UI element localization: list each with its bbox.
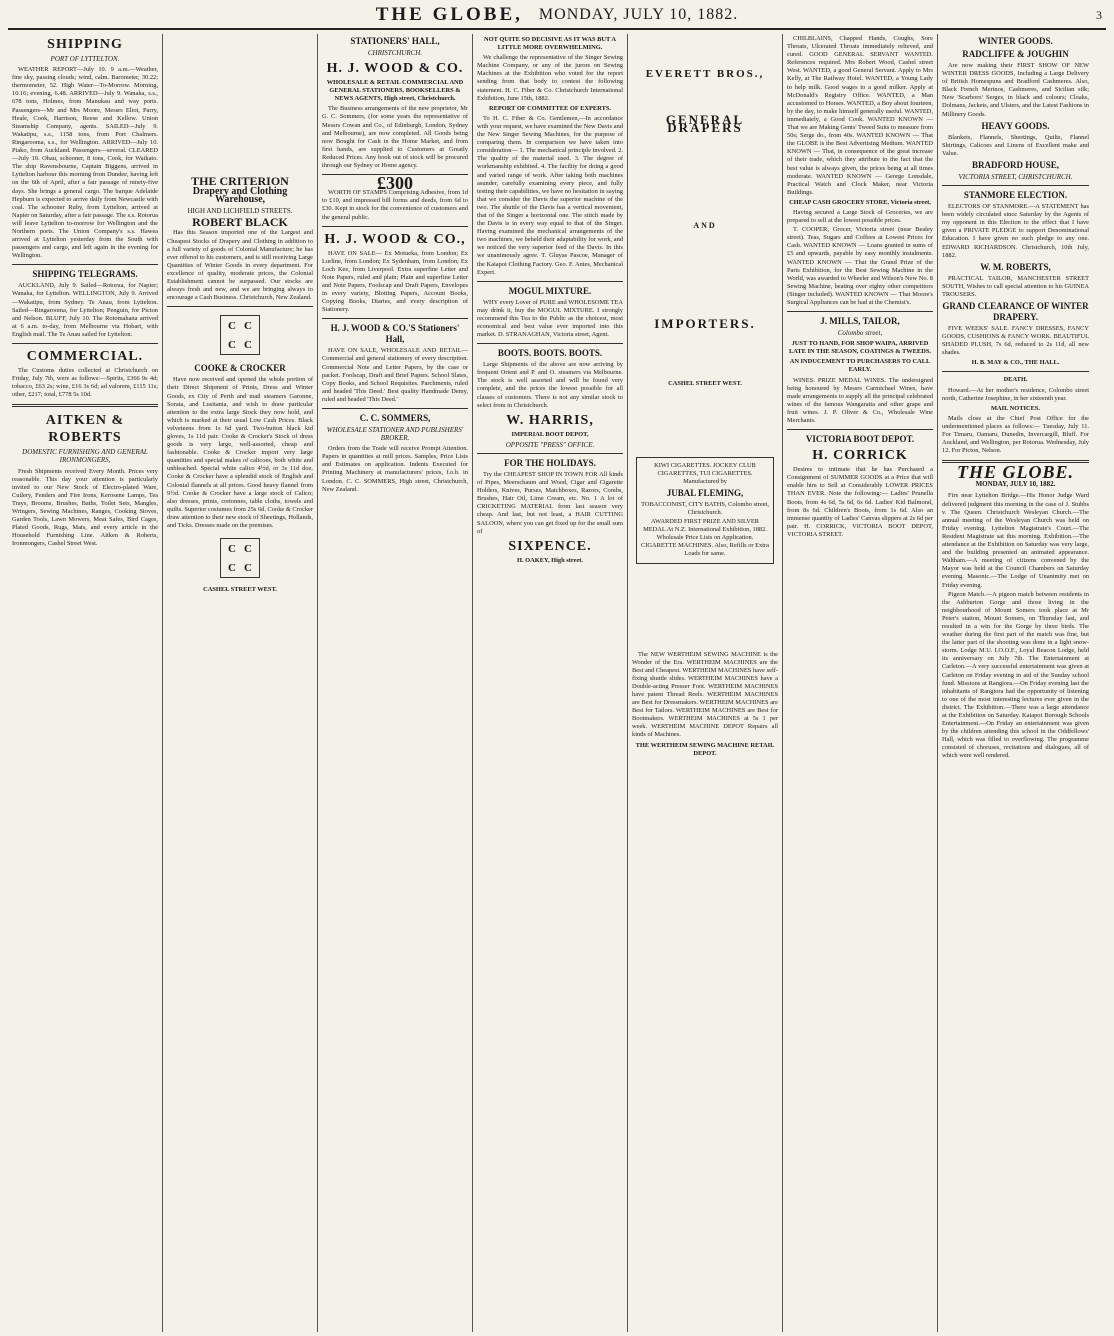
column-1 <box>8 34 163 1332</box>
cooper-text: T. COOPER, Grocer, Victoria street (near Bealey street). Teas, Sugars and Coffees at Lowest Prices for Cash. WANTED KNOWN — Loans granted in sums of £5 and upwards, payable by easy monthly instalments. WANTED KNOWN — That the Grand Prize of the Paris Exhibition, for the Best Sewing Machine in the World, was awarded to Wheeler and Wilson's New No. 8 Sewing Machine, beating over eighty other competitors (Singer included). WANTED KNOWN — That Moore's Surgical Appliances can be had at the Chemist's. <box>787 226 933 306</box>
clearance-text: FIVE WEEKS' SALE. FANCY DRESSES, FANCY GOODS, CUSHIONS & FANCY WORK. BEAUTIFUL SHADED PLUSH, 7s 6d, reduced to 2s 11d, all new shades. <box>942 324 1089 357</box>
criterion-address: HIGH AND LICHFIELD STREETS. <box>187 207 293 216</box>
robert-black-name: ROBERT BLACK <box>192 215 288 230</box>
radcliffe-heading: RADCLIFFE & JOUGHIN <box>962 49 1069 59</box>
spacer <box>167 34 313 174</box>
everett-heading: EVERETT BROS., <box>645 68 765 80</box>
spacer <box>632 78 778 116</box>
importers-heading: IMPORTERS. <box>654 316 756 332</box>
cooke-crocker-logo: C C C C <box>220 315 260 355</box>
may-hall-name: H. B. MAY & CO., THE HALL. <box>971 359 1060 367</box>
boots-text: Large Shipments of the above are now arriving by frequent Orient and P. and O. steamers via Melbourne. The stock is well assorted and will be found very complete, and the prices the lowest possible for all classes of customers. There is not any similar stock to select from in Christchurch. <box>477 361 623 409</box>
heavy-goods-heading: HEAVY GOODS. <box>981 120 1050 131</box>
spacer <box>632 570 778 650</box>
pigeon-match-text: Pigeon Match.—A pigeon match between residents in the Ashburton Gorge and those living in the neighbourhood of Mount Somers took place at Mr Peter's station, Mount Somers, on Thursday last, and resulted in a win for the Gorge by three birds. The weather during the first part of the match was fine, but the latter part of the shooting was done in a light snow-storm. Lodge M.U. I.O.O.F., Loyal Beacon Lodge, held its anniversary on July 7th. The Entertainment at Carleton.—A very successful entertainment was given at Carleton on Friday evening in aid of the Sunday school fund. Missions at Rangiora.—On Friday evening last the inhabitants of Rangiora had the opportunity of listening to one of the most interesting lectures ever given in the district. The Exhibition.—There was a large attendance at the Exhibition on Saturday. Kaiapoi Borough Schools Entertainment.—On Friday an entertainment was given by the children attending this school in the Oddfellows' Hall, which was filled to overflowing. The programme consisted of choruses, recitations and dialogues, all of which were well rendered. <box>942 590 1089 760</box>
column-7 <box>938 34 1093 1332</box>
newspaper-title: THE GLOBE, <box>375 4 523 25</box>
cashel-street-address: CASHEL STREET WEST. <box>203 586 277 594</box>
oakey-name: H. OAKEY, High street. <box>516 556 584 564</box>
death-text: Howard.—At her mother's residence, Colombo street north, Catherine Josephine, in her sixteenth year. <box>942 386 1089 402</box>
holidays-heading: FOR THE HOLIDAYS. <box>504 457 596 468</box>
stamps-amount: £300 <box>377 173 413 194</box>
clearance-heading: GRAND CLEARANCE OF WINTER DRAPERY. <box>942 300 1089 322</box>
shipping-text: WEATHER REPORT—July 10. 9 a.m.—Weather, fine sky, passing clouds; wind, calm. Barometer, 30.22; thermometer, 52. High Water—To-Morrow. Morning, 10.16; evening, 6.48. ARRIVED—July 9. Wanaka, s.s., 678 tons, Holmes, from Manukau and way ports. Passengers—Mr and Mrs Moore, Messrs Eliot, Parry, Heale, Cook, Harrison, Reese and Kellow. Union Steamship Company, agents. SAILED—July 9. Wakatipu, s.s., 1158 tons, from Port Chalmers. Ringarooma, s.s., for Wellington. ARRIVED—July 10. Piako, from Auckland. Passengers—several. CLEARED—July 10. Ohau, schooner, 8 tons, Cook, for Waikato. The ship Ravensbourne, Captain Biggens, arrived in Lyttelton harbour this morning from Dundee, having left on the 6th of April, after a fair passage of ninety-five days. She brings a general cargo. The barque Adelaide Hepburn is expected to arrive daily from Newcastle with coal. The schooner Ruby, from Lyttelton, arrived at Napier on Saturday, after a fair passage. The s.s. Rotorua will leave Lyttelton to-morrow for Wellington and the Northern ports. The Union Company's s.s. Hawea arrived at Lyttelton yesterday from the South with passengers and cargo, and left again in the evening for Wellington. <box>12 66 158 260</box>
divider <box>942 371 1089 372</box>
jubal-sub: TOBACCONIST, CITY BATHS, Colombo street, Christchurch. <box>641 500 769 516</box>
award-text: AWARDED FIRST PRIZE AND SILVER MEDAL At N.Z. International Exhibition, 1882. Wholesale Price Lists on Application. CIGARETTE MACHINES. Also, Refills or Extra Loads for same. <box>641 518 769 558</box>
boots-heading: BOOTS. BOOTS. BOOTS. <box>497 348 603 359</box>
page-number: 3 <box>1096 8 1102 22</box>
cooke-crocker-heading: COOKE & CROCKER <box>194 363 286 374</box>
column-4 <box>473 34 628 1332</box>
holidays-text: Try the CHEAPEST SHOP IN TOWN FOR All kinds of Pipes, Meerschaum and Wood, Cigar and Cigarette Holders, Knives, Purses, Matchboxes, Razors, Combs, Brushes, Hair Oil, Lime Cream, etc. No. 1 A lot of CRICKETING MATERIAL from last season very cheap. And last, but not least, a HAIR CUTTING SALOON, where you can get fixed up for the small sum of <box>477 470 623 535</box>
commercial-heading: COMMERCIAL. <box>26 349 144 364</box>
columns <box>8 34 1106 1332</box>
divider <box>167 306 313 307</box>
divider <box>322 318 468 319</box>
column-5 <box>628 34 783 1332</box>
divider <box>12 343 158 344</box>
davis-text: We challenge the representative of the Singer Sewing Machine Company, or any of the jurors on Sewing Machines at the Exhibition who voted for the report sending from that body to contest the following statement. H. C. Fiber & Co. Christchurch International Exhibition, June 15th, 1882. <box>477 54 623 102</box>
divider <box>322 408 468 409</box>
wanted-text: CHILBLAINS, Chapped Hands, Coughs, Sore Throats, Ulcerated Throats immediately relieved, and cured. GOOD GENERAL SERVANT WANTED. References required. Mrs Robert Wood, Cashel street West. WANTED, a good General Servant. Apply to Mrs Kelly, at The Railway Hotel. WANTED, a Young Lady to help milk. Good wages to a good milker. Apply at McDonald's Registry Office. WANTED, a Man accustomed to Horses. WANTED, a Boy about fourteen, by the day, to make himself generally useful. WANTED, immediately, a Good Cook. WANTED KNOWN — That we are Making Gents' Tweed Suits to measure from 50s; Serge do., from 40s. WANTED KNOWN — That the GLOBE is the Best Advertising Medium. WANTED KNOWN — That, in consequence of the great increase of their trade, which they attribute to the fact that the best value is always given, the prices being at all times moderate. WANTED KNOWN — George Lonsdale, Practical Watch and Clock Maker, near Victoria Buildings. <box>787 35 933 196</box>
divider <box>12 404 158 407</box>
globe-editorial-title: THE GLOBE. <box>956 462 1074 483</box>
divider <box>12 264 158 265</box>
issue-date: MONDAY, JULY 10, 1882. <box>538 6 739 23</box>
divider <box>942 185 1089 186</box>
divider <box>787 311 933 312</box>
shipping-telegrams-text: AUCKLAND, July 9. Sailed—Rotorua, for Napier; Wanaka, for Lyttelton. WELLINGTON, July 9. Arrived—Wakatipu, from Sydney. Te Anau, from Lyttelton. Sailed—Ringarooma, for Lyttelton; Penguin, for Picton and Nelson. BLUFF, July 10. The Rotomahana arrived at 6 a.m. to-day, from Melbourne via Hobart, with English mail. The Te Anau sailed for Lyttelton. <box>12 282 158 338</box>
aitken-roberts-text: Fresh Shipments received Every Month. Prices very reasonable. This day your attention is particularly invited to our New Stock of Electro-plated Ware, Cutlery, Fenders and Fire Irons, Kerosene Lamps, Tea Trays, Brooms, Brushes, Baths, Toilet Sets, Mangles, Wringers, Sewing Machines, Ranges, Cooking Stoves, Garden Tools, Lawn Mowers, Meat Safes, Bird Cages, Plated Goods, Rugs, Mats, and every article in the Household Furnishing Line. Aitken & Roberts, Ironmongers, Cashel Street West. <box>12 467 158 548</box>
divider <box>477 281 623 282</box>
spacer <box>632 391 778 451</box>
wines-text: WINES. PRIZE MEDAL WINES. The undersigned being honoured by Messrs Carmichael Wines, have made arrangements to supply all the principal celebrated wines of the famous Wangaratta and other grape and fruit wines. J. P. Oliver & Co., Wholesale Wine Merchants. <box>787 376 933 425</box>
shipping-heading: SHIPPING <box>47 37 123 52</box>
corrick-heading: H. CORRICK <box>812 448 908 464</box>
shipping-subheading: PORT OF LYTTELTON. <box>50 55 120 63</box>
spacer <box>632 132 778 222</box>
divider <box>477 453 623 454</box>
mogul-text: WHY every Lover of PURE and WHOLESOME TEA may drink it, buy the MOGUL MIXTURE. I strongly recommend this Tea to the Public as the choicest, most economical and best value ever imported into this market. D. STRANAGHAN, Victoria street, Agent. <box>477 298 623 339</box>
stationers-hall-subheading: CHRISTCHURCH. <box>367 49 423 57</box>
cheap-grocery-heading: CHEAP CASH GROCERY STORE, Victoria street, <box>789 198 931 206</box>
mogul-heading: MOGUL MIXTURE. <box>508 285 592 296</box>
harris-subheading: IMPERIAL BOOT DEPOT, <box>511 430 589 438</box>
harris-heading: W. HARRIS, <box>506 412 594 428</box>
harris-address: OPPOSITE "PRESS" OFFICE. <box>505 440 595 449</box>
wertheim-text: The NEW WERTHEIM SEWING MACHINE is the Wonder of the Era. WERTHEIM MACHINES are the Best and Cheapest. WERTHEIM MACHINES have self-fixing shuttle slides. WERTHEIM MACHINES have a Double-acting Presser Foot. WERTHEIM MACHINES have patent Thread Reels. WERTHEIM MACHINES are Best for Dressmakers. WERTHEIM MACHINES are Best for Tailors. WERTHEIM MACHINES are Best for Bootmakers. WERTHEIM MACHINES at 5s 1 per week. WERTHEIM MACHINE DEPOT Repairs all kinds of Machines. <box>632 650 778 739</box>
sommers-text: Orders from the Trade will receive Prompt Attention. Papers in quantities at mill prices. Samples, Price Lists and Estimates on application. Indents Executed for Printing Machinery at manufacturers' prices, f.o.b. in London. C. C. SOMMERS, High street, Christchurch, New Zealand. <box>322 445 468 493</box>
shipping-telegrams-heading: SHIPPING TELEGRAMS. <box>32 269 138 280</box>
globe-editorial-date: MONDAY, JULY 10, 1882. <box>975 480 1056 489</box>
hj-wood-heading-2: H. J. WOOD & CO., <box>324 231 466 247</box>
commercial-text: The Customs duties collected at Christchurch on Friday, July 7th, were as follows:—Spirits, £366 9s 4d; tobacco, £63 2s; wine, £16 3s 6d; ad valorem, £115 11s; other, £217; total, £778 5s 10d. <box>12 367 158 399</box>
criterion-subheading: Drapery and Clothing Warehouse, <box>192 186 288 206</box>
spacer <box>632 230 778 320</box>
aitken-roberts-heading: AITKEN & ROBERTS <box>45 413 125 446</box>
sommers-heading: C. C. SOMMERS, <box>359 413 431 423</box>
heavy-goods-text: Blankets, Flannels, Sheetings, Quilts, Flannel Shirtings, Calicoes and Linens of Excellent make and Value. <box>942 133 1089 157</box>
spacer <box>632 328 778 378</box>
stationers-hall-heading: STATIONERS' HALL, <box>350 36 440 46</box>
column-6 <box>783 34 938 1332</box>
mills-heading: J. MILLS, TAILOR, <box>820 316 900 327</box>
divider <box>477 343 623 344</box>
sixpence-heading: SIXPENCE. <box>508 538 592 554</box>
inducement-text: AN INDUCEMENT TO PURCHASERS TO CALL EARLY. <box>789 358 931 374</box>
winter-goods-heading: WINTER GOODS. <box>978 36 1053 46</box>
coatings-heading: JUST TO HAND, FOR SHOP WAIPA, ARRIVED LATE IN THE SEASON, COATINGS & TWEEDS. <box>789 340 931 356</box>
roberts-text: PRACTICAL TAILOR, MANCHESTER STREET SOUTH, Wishes to call special attention to his GUINEA TROUSERS. <box>942 274 1089 298</box>
criterion-heading: THE CRITERION <box>191 174 289 188</box>
criterion-ad <box>167 174 313 230</box>
cheap-grocery-text: Having secured a Large Stock of Groceries, we are prepared to sell at the lowest possible prices. <box>787 208 933 225</box>
criterion-text: Has this Season imported one of the Largest and Cheapest Stocks of Drapery and Clothing in addition to a full variety of goods of Colonial Manufacture; he has ever offered to his customers, and is still receiving Large Quantities of Winter Goods in every department. For excellence of quality, moderate prices, the Colonial Establishment cannot be surpassed. Our stocks are always fresh and new, and we are bringing always to encourage a Cash Business. Christchurch, New Zealand. <box>167 229 313 302</box>
bradford-house-address: VICTORIA STREET, CHRISTCHURCH. <box>958 172 1073 181</box>
general-drapers-heading: GENERAL DRAPERS <box>665 112 745 136</box>
hj-wood-heading: H. J. WOOD & CO. <box>326 61 464 77</box>
davis-heading: NOT QUITE SO DECISIVE AS IT WAS BUT A LITTLE MORE OVERWHELMING. <box>483 36 616 52</box>
radcliffe-text: Are now making their FIRST SHOW OF NEW WINTER DRESS GOODS, Including a Large Delivery of British Homespuns and Bradford Cashmeres. Also, Black French Merinos, Cashmeres, and Sicilian silk; New 'Scarboro' Serges, in black and colours; Cloaks, Dolmans, Jackets, and Ulsters, and the Latest Fashions in Millinery Goods. <box>942 62 1089 118</box>
divider <box>322 226 468 227</box>
cashel-street-address: CASHEL STREET WEST. <box>668 380 742 388</box>
cooke-crocker-logo-bottom: C C C C <box>220 538 260 578</box>
wertheim-depot: THE WERTHEIM SEWING MACHINE RETAIL DEPOT. <box>635 741 775 757</box>
stationers-text: The Business arrangements of the new proprietor, Mr G. C. Sommers, (for some years the representative of Messrs Cowan and Co., of Edinburgh, London, Sydney and Melbourne), are now completed. All Goods being now Bought for Cash in the Home Market, and from first hands, are supplied to Customers at Greatly Reduced Prices. Any book out of stock will be procured through our Sydney or Home agency. <box>322 105 468 170</box>
mail-text: Mails close at the Chief Post Office for the undermentioned places as follows:— Tuesday, July 11. For Timaru, Oamaru, Dunedin, Invercargill, Bluff. For Auckland, and Wellington, per Rotorua. Wednesday, July 12. For Picton, Nelson. <box>942 414 1089 455</box>
kiwi-cigarettes-ad <box>636 457 774 564</box>
report-text: To H. C. Fiber & Co. Gentlemen,—In accordance with your request, we have examined the New Davis and the New Singer Sewing Machines, for the purpose of comparing them. In comparison we have taken into consideration— 1. The mechanical principle involved. 2. The quality of the material used. 3. The degree of workmanship exhibited. 4. The facility for doing a good and varied range of work. After taking both machines asunder, carefully examining every piece, and fully testing their capabilities, we have no hesitation in saying that we consider the Davis the superior machine of the two. The shuttle of the Davis has a vertical movement, that of the Singer a horizontal one. The stitch made by the Davis is in every way equal to that of the Singer. Having examined the mechanical arrangements of the two machines, we beheld their adaptability for work, and we noticed the very superior feed of the Davis. In this we unanimously agree. T. Gluyas Pascoe, Manager of the Kaiapoi Clothing Factory. Geo. F. Antes, Mechanical Expert. <box>477 114 623 276</box>
kiwi-text: KIWI CIGARETTES. JOCKEY CLUB CIGARETTES, TUI CIGARETTES. Manufactured by <box>654 461 756 485</box>
stamps-text: WORTH OF STAMPS Comprising Adhesive, from 1d to £10, and impressed bill forms and deeds, from 6d to £30. Kept in stock for the convenience of customers and the general public. <box>322 189 468 221</box>
stationers-lines: WHOLESALE & RETAIL COMMERCIAL AND GENERAL STATIONERS, BOOKSELLERS & NEWS AGENTS, High street, Christchurch. <box>326 79 464 103</box>
mail-heading: MAIL NOTICES. <box>990 404 1040 412</box>
globe-editorial-text: Fire near Lyttelton Bridge.—His Honor Judge Ward delivered judgment this morning in the case of J. Stubbs v. The Queen. Christchurch Wesleyan Church.—The annual meeting of the Wesleyan Church was held on Friday evening. Lyttelton Magistrate's Court.—The Resident Magistrate sat this morning. Exhibition.—The attendance at the Exhibition on Saturday was very large, and the building presented an animated appearance. Waltham.—A meeting of citizens convened by the Mayor was held at the Council Chambers on Saturday evening. Masonic.—The Lodge of Unanimity met on Friday evening. <box>942 492 1089 589</box>
death-heading: DEATH. <box>1003 376 1028 384</box>
stationers-hall-heading-2: H. J. WOOD & CO.'S Stationers' Hall, <box>330 323 460 345</box>
corrick-text: Desires to intimate that he has Purchased a Consignment of SUMMER GOODS at a Price that will enable him to Sell at Considerably LOWER PRICES THAN EVER. Note the following:— Ladies' Prunella Boots, from 4s 6d, 5s 6d, 6s 6d. Ladies' Kid Balmoral, from 8s 6d. Children's Boots, from 1s 6d. Also an immense quantity of Ladies' Canvas slippers at 2s 6d per pair. H. CORRICK, VICTORIA BOOT DEPOT, VICTORIA STREET. <box>787 466 933 538</box>
and-label: AND <box>693 221 717 231</box>
report-heading: REPORT OF COMMITTEE OF EXPERTS. <box>489 104 611 112</box>
victoria-boot-depot-heading: VICTORIA BOOT DEPOT. <box>805 434 915 445</box>
divider <box>787 429 933 430</box>
mills-subheading: Colombo street, <box>837 329 883 338</box>
cooke-crocker-text: Have now received and opened the whole portion of their Direct Shipment of Prints, Dress and Winter Goods, ex City of Perth and mail steamers Garonne, Sorata, and Lusitania, and wish to draw particular attention to the extra large Stock they now hold, and which is marked at their usual Low Cash Prices. Black velveteens from 1s 6d yard. Two-button black kid gloves, 1s 11d pair. Cooke & Crocker's Stock of dress goods is very large, well-assorted, cheap and fashionable. Cooke & Crocker import very large quantities and special makes of calicoes, both white and unbleached. Special white calico 4½d, or 3s 11d doz. Cooke & Crocker have a splendid stock of English and Colonial flannels at all prices. Good heavy flannel from 9½d. Cooke & Crocker have a large stock of Calico; also dresses, prints, cretonnes, table cloths, towels and quilts. Superior costumes from 25s 6d. Cooke & Crocker draw attention to their new stock of Sheetings, Hollands, and Ticks. Dresses made on the premises. <box>167 376 313 529</box>
roberts-heading: W. M. ROBERTS, <box>980 261 1051 272</box>
stationers-hall-text: HAVE ON SALE, WHOLESALE AND RETAIL— Commercial and general stationery of every description. Commercial Note and Letter Papers, by the case or packet. Foolscap, Draft and Brief Papers. School Slates, Copy Books, and School Requisites. Parchments, ruled and headed 'This Deed.' Best quality Handmade Demy, ruled and headed 'This Deed.' <box>322 347 468 403</box>
jubal-fleming-heading: JUBAL FLEMING, <box>666 487 744 498</box>
column-3 <box>318 34 473 1332</box>
masthead <box>8 2 1106 30</box>
stanmore-heading: STANMORE ELECTION. <box>963 190 1068 201</box>
stanmore-text: ELECTORS OF STANMORE.—A STATEMENT has been widely circulated since Saturday by the Agents of my opponent in this Election to the effect that I have given a PRIVATE PLEDGE to support Denominational Education. I have given no such pledge to any one. EDWARD RICHARDSON. Christchurch, 10th July, 1882. <box>942 203 1089 259</box>
spacer <box>632 34 778 70</box>
sommers-subheading: WHOLESALE STATIONER AND PUBLISHERS' BROKER. <box>326 426 464 443</box>
aitken-roberts-subheading: DOMESTIC FURNISHING AND GENERAL IRONMONGERS, <box>22 448 148 465</box>
bradford-house-heading: BRADFORD HOUSE, <box>971 159 1059 170</box>
column-2 <box>163 34 318 1332</box>
on-sale-text: HAVE ON SALE— Ex Motueka, from London; Ex Lurline, from London; Ex Sydenham, from London; Ex Loch Kee, from Liverpool. Extra superfine Letter and Note Papers, ruled and plain; Plain and superfine Letter and Note Papers, Foolscap and Draft Papers, Envelopes in every variety, Blotting Papers, Account Books, Copying Books, Diaries, and every description of Stationery. <box>322 249 468 314</box>
